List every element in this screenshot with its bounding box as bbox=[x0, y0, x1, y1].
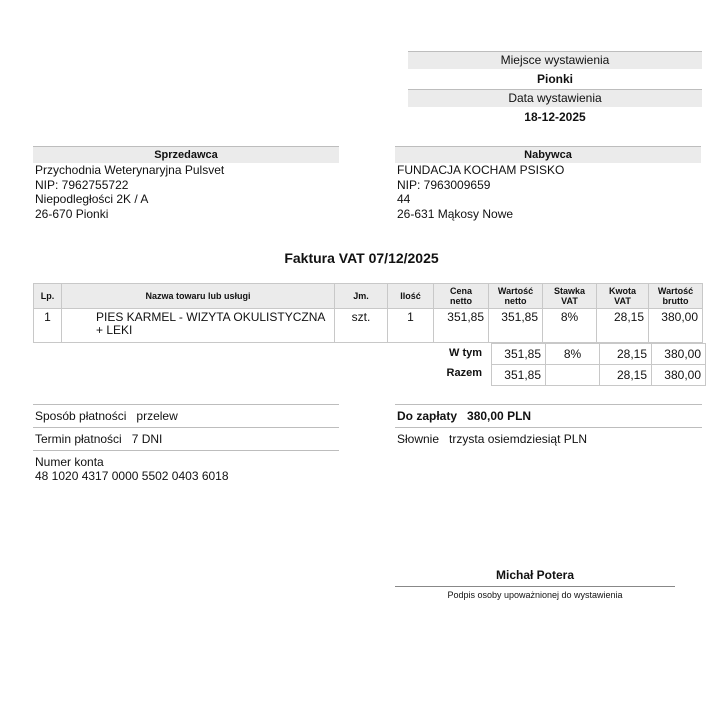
items-header-row bbox=[34, 284, 703, 309]
item-net-price: 351,85 bbox=[434, 309, 489, 343]
col-header-name: Nazwa towaru lub usługi bbox=[62, 284, 335, 309]
seller-street: Niepodległości 2K / A bbox=[35, 192, 149, 206]
table-row bbox=[34, 309, 703, 343]
col-header-gross-value: Wartość brutto bbox=[649, 284, 703, 309]
seller-heading: Sprzedawca bbox=[33, 146, 339, 163]
issue-date-label: Data wystawienia bbox=[408, 89, 702, 107]
buyer-nip: NIP: 7963009659 bbox=[397, 177, 491, 192]
total-vat-rate bbox=[546, 365, 600, 386]
bank-account-label: Numer konta bbox=[35, 455, 104, 469]
buyer-block bbox=[395, 146, 701, 221]
total-gross-value: 380,00 bbox=[652, 365, 706, 386]
item-lp: 1 bbox=[34, 309, 62, 343]
total-vat-amount: 28,15 bbox=[600, 365, 652, 386]
seller-city: 26-670 Pionki bbox=[35, 206, 109, 221]
items-table bbox=[33, 283, 703, 343]
buyer-city: 26-631 Mąkosy Nowe bbox=[397, 206, 514, 221]
buyer-name: FUNDACJA KOCHAM PSISKO bbox=[397, 163, 565, 177]
bank-account-number: 48 1020 4317 0000 5502 0403 6018 bbox=[35, 469, 229, 483]
payment-method-label: Sposób płatności bbox=[35, 409, 127, 423]
payment-term-row bbox=[33, 427, 339, 450]
amount-in-words-row bbox=[395, 427, 702, 450]
bank-account-block bbox=[33, 455, 339, 483]
in-which-vat-rate: 8% bbox=[546, 344, 600, 365]
seller-block bbox=[33, 146, 339, 221]
amount-due-label: Do zapłaty bbox=[397, 409, 458, 423]
col-header-lp: Lp. bbox=[34, 284, 62, 309]
item-net-value: 351,85 bbox=[489, 309, 543, 343]
item-vat-rate: 8% bbox=[543, 309, 597, 343]
summary-total-row bbox=[492, 365, 706, 386]
item-unit: szt. bbox=[335, 309, 388, 343]
payment-term-label: Termin płatności bbox=[35, 432, 122, 446]
issue-place-date-box bbox=[408, 51, 702, 127]
col-header-qty: Ilość bbox=[388, 284, 434, 309]
amount-in-words-value: trzysta osiemdziesiąt PLN bbox=[449, 432, 588, 446]
summary-table bbox=[491, 343, 706, 386]
summary-in-which-row bbox=[492, 344, 706, 365]
buyer-street: 44 bbox=[397, 192, 411, 206]
in-which-gross-value: 380,00 bbox=[652, 344, 706, 365]
item-qty: 1 bbox=[388, 309, 434, 343]
item-name: PIES KARMEL - WIZYTA OKULISTYCZNA + LEKI bbox=[62, 309, 335, 343]
amount-due-value: 380,00 PLN bbox=[467, 409, 532, 423]
signature-line bbox=[395, 586, 675, 587]
buyer-heading: Nabywca bbox=[395, 146, 701, 163]
issue-place-value: Pionki bbox=[536, 72, 573, 86]
item-gross-value: 380,00 bbox=[649, 309, 703, 343]
signatory-name: Michał Potera bbox=[495, 568, 575, 582]
col-header-net-value: Wartość netto bbox=[489, 284, 543, 309]
issue-date-value: 18-12-2025 bbox=[524, 110, 586, 124]
col-header-vat-amount: Kwota VAT bbox=[597, 284, 649, 309]
item-vat-amount: 28,15 bbox=[597, 309, 649, 343]
seller-name: Przychodnia Weterynaryjna Pulsvet bbox=[35, 163, 225, 177]
col-header-vat-rate: Stawka VAT bbox=[543, 284, 597, 309]
col-header-unit: Jm. bbox=[335, 284, 388, 309]
total-net-value: 351,85 bbox=[492, 365, 546, 386]
summary-total-label: Razem bbox=[446, 367, 482, 379]
col-header-net-price: Cena netto bbox=[434, 284, 489, 309]
payment-method-row bbox=[33, 404, 339, 427]
seller-nip: NIP: 7962755722 bbox=[35, 177, 129, 192]
payment-details-right bbox=[395, 404, 702, 450]
in-which-vat-amount: 28,15 bbox=[600, 344, 652, 365]
signature-caption: Podpis osoby upoważnionej do wystawienia bbox=[447, 590, 623, 600]
amount-due-row bbox=[395, 404, 702, 427]
issue-place-label: Miejsce wystawienia bbox=[408, 51, 702, 69]
summary-in-which-label: W tym bbox=[449, 347, 482, 359]
in-which-net-value: 351,85 bbox=[492, 344, 546, 365]
payment-details-left bbox=[33, 404, 339, 483]
amount-in-words-label: Słownie bbox=[397, 432, 440, 446]
payment-term-value: 7 DNI bbox=[131, 432, 163, 446]
invoice-title: Faktura VAT 07/12/2025 bbox=[284, 250, 439, 266]
payment-method-value: przelew bbox=[136, 409, 178, 423]
